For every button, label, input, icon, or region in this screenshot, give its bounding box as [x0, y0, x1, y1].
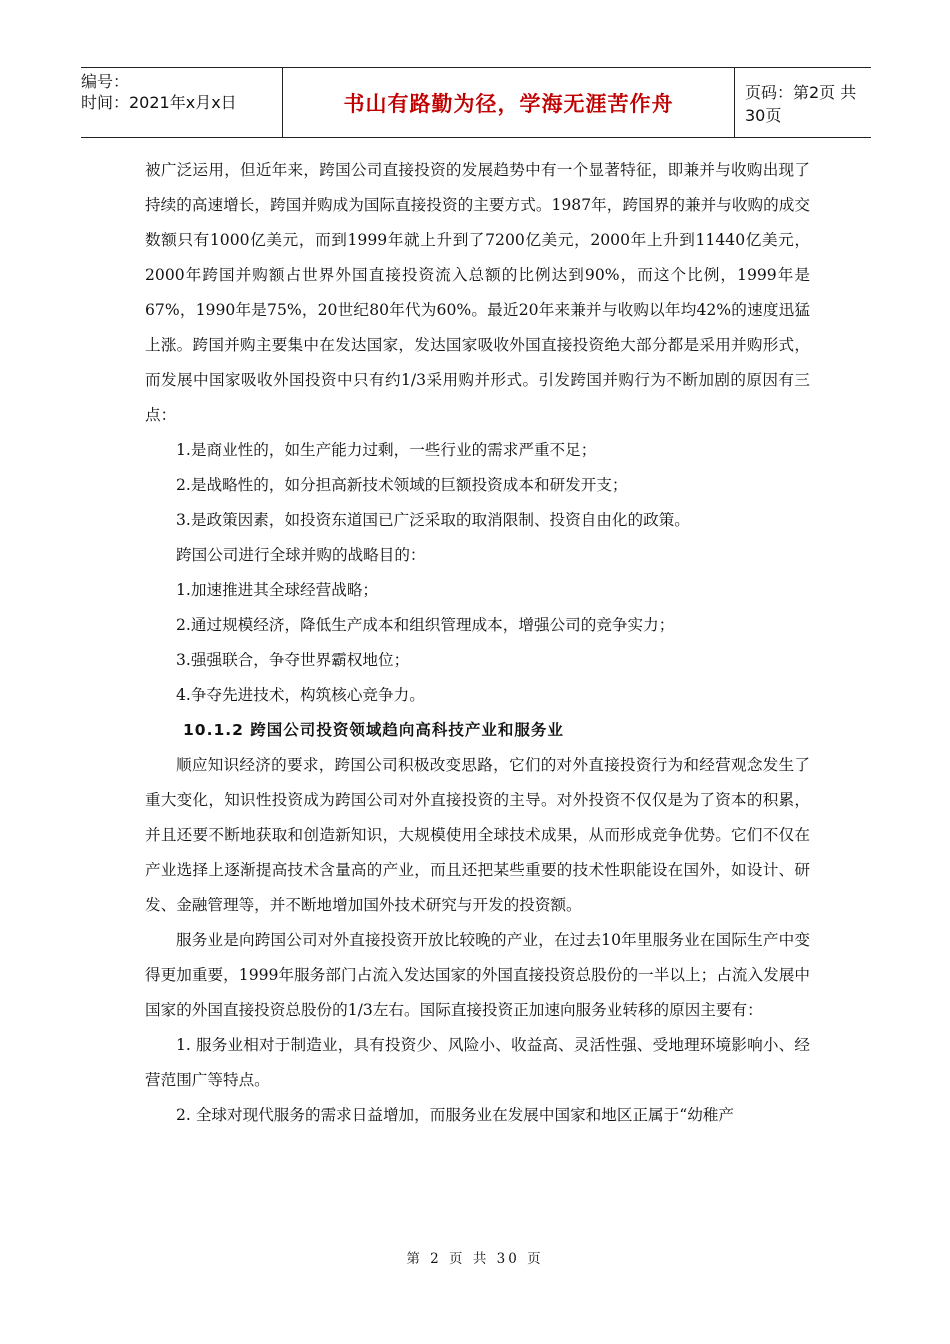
header-motto: 书山有路勤为径，学海无涯苦作舟 [343, 91, 674, 116]
body-paragraph: 被广泛运用，但近年来，跨国公司直接投资的发展趋势中有一个显著特征，即兼并与收购出现了持续的高速增长，跨国并购成为国际直接投资的主要方式。1987年，跨国界的兼并与收购的成交数额只有1000亿美元，而到1999年就上升到了7200亿美元，2000年上升到11440亿美元，2000年跨国并购额占世界外国直接投资流入总额的比例达到90%，而这个比例，1999年是67%，1990年是75%，20世纪80年代为60%。最近20年来兼并与收购以年均42%的速度迅猛上涨。跨国并购主要集中在发达国家，发达国家吸收外国直接投资绝大部分都是采用并购形式，而发展中国家吸收外国投资中只有约1/3采用购并形式。引发跨国并购行为不断加剧的原因有三点： [145, 161, 810, 424]
page-header [81, 67, 871, 138]
list-item: 2.通过规模经济，降低生产成本和组织管理成本，增强公司的竞争实力； [176, 616, 675, 634]
list-item: 2.是战略性的，如分担高新技术领域的巨额投资成本和研发开支； [176, 476, 628, 494]
body-paragraph: 服务业是向跨国公司对外直接投资开放比较晚的产业，在过去10年里服务业在国际生产中变得更加重要，1999年服务部门占流入发达国家的外国直接投资总股份的一半以上；占流入发展中国家的外国直接投资总股份的1/3左右。国际直接投资正加速向服务业转移的原因主要有： [145, 931, 810, 1019]
section-heading: 10.1.2 跨国公司投资领域趋向高科技产业和服务业 [183, 721, 564, 739]
list-item: 3.强强联合，争夺世界霸权地位； [176, 651, 410, 669]
body-paragraph: 2. 全球对现代服务的需求日益增加，而服务业在发展中国家和地区正属于“幼稚产 [176, 1106, 734, 1124]
list-item: 3.是政策因素，如投资东道国已广泛采取的取消限制、投资自由化的政策。 [176, 511, 690, 529]
document-time-label: 时间：2021年x月x日 [81, 93, 237, 112]
header-page-info: 页码：第2页 共30页 [745, 82, 857, 125]
document-body [145, 153, 810, 1133]
list-item: 1.加速推进其全球经营战略； [176, 581, 379, 599]
document-number-label: 编号： [81, 72, 130, 91]
body-paragraph: 1. 服务业相对于制造业，具有投资少、风险小、收益高、灵活性强、受地理环境影响小、经营范围广等特点。 [145, 1036, 810, 1089]
header-page-cell [735, 68, 871, 137]
list-item: 1.是商业性的，如生产能力过剩，一些行业的需求严重不足； [176, 441, 597, 459]
header-left-cell [81, 68, 282, 137]
page-footer: 第 2 页 共 30 页 [406, 1251, 544, 1267]
list-item: 4.争夺先进技术，构筑核心竞争力。 [176, 686, 425, 704]
body-paragraph: 顺应知识经济的要求，跨国公司积极改变思路，它们的对外直接投资行为和经营观念发生了重大变化，知识性投资成为跨国公司对外直接投资的主导。对外投资不仅仅是为了资本的积累，并且还要不断地获取和创造新知识，大规模使用全球技术成果，从而形成竞争优势。它们不仅在产业选择上逐渐提高技术含量高的产业，而且还把某些重要的技术性职能设在国外，如设计、研发、金融管理等，并不断地增加国外技术研究与开发的投资额。 [145, 756, 810, 914]
list-intro: 跨国公司进行全球并购的战略目的： [176, 546, 426, 564]
header-motto-cell [282, 68, 735, 137]
